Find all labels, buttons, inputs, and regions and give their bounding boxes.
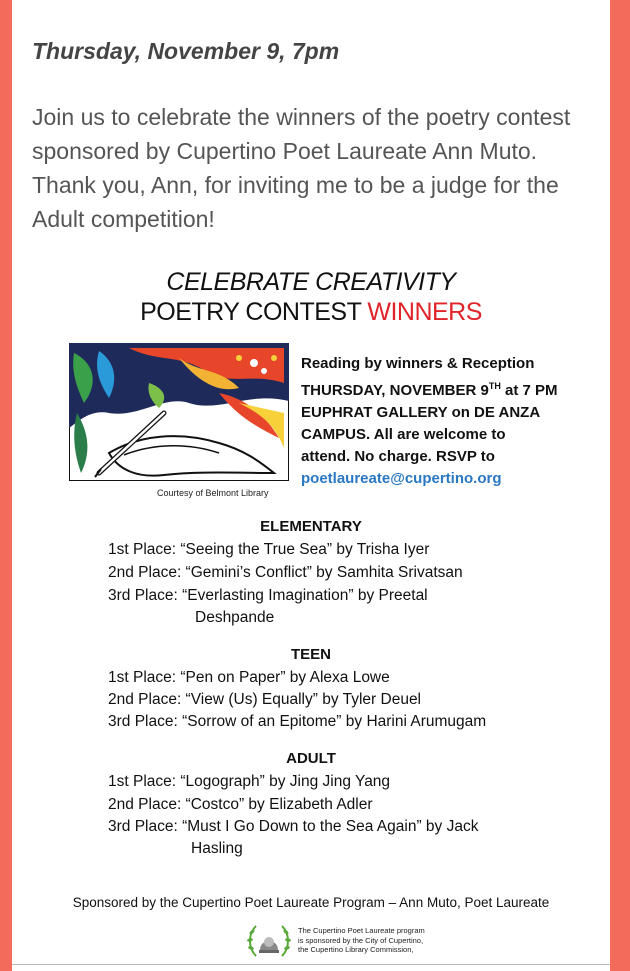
event-date: Thursday, November 9, 7pm [32, 38, 340, 64]
title-prefix: POETRY CONTEST [140, 298, 368, 326]
footer-note-line3: the Cupertino Library Commission, [298, 945, 414, 954]
category-adult-heading: ADULT [286, 750, 336, 767]
sponsor-line: Sponsored by the Cupertino Poet Laureate Program – Ann Muto, Poet Laureate [72, 895, 550, 910]
teen-third-place: 3rd Place: “Sorrow of an Epitome” by Harini Arumugam [108, 713, 487, 730]
elementary-third-place: 3rd Place: “Everlasting Imagination” by Preetal [108, 587, 428, 604]
post-content [12, 0, 610, 971]
image-credit: Courtesy of Belmont Library [157, 488, 269, 498]
teen-second-place: 2nd Place: “View (Us) Equally” by Tyler Deuel [108, 691, 422, 708]
reading-details [301, 353, 601, 490]
adult-third-place: 3rd Place: “Must I Go Down to the Sea Again” by Jack [108, 818, 479, 835]
intro-paragraph: Join us to celebrate the winners of the poetry contest sponsored by Cupertino Poet Laureate Ann Muto. Thank you, Ann, for inviting me to be a judge for the Adult competition! [32, 104, 571, 232]
winners-word: WINNERS [367, 298, 482, 326]
adult-third-place-continued: Hasling [191, 840, 243, 857]
elementary-first-place: 1st Place: “Seeing the True Sea” by Trisha Iyer [108, 541, 430, 558]
reading-line1: Reading by winners & Reception [301, 355, 535, 372]
flyer-title-line2 [12, 298, 610, 327]
reading-line2: THURSDAY, NOVEMBER 9TH at 7 PM [301, 381, 558, 399]
reading-line3: EUPHRAT GALLERY on DE ANZA [301, 404, 541, 421]
adult-first-place: 1st Place: “Logograph” by Jing Jing Yang [108, 773, 391, 790]
pen-hand-illustration [69, 343, 289, 481]
flyer-title-line1: CELEBRATE CREATIVITY [166, 268, 456, 296]
reading-line5: attend. No charge. RSVP to [301, 448, 495, 465]
footer-note-line2: is sponsored by the City of Cupertino, [298, 935, 424, 945]
category-teen-heading: TEEN [290, 646, 331, 663]
poet-laureate-logo [244, 920, 294, 960]
elementary-second-place: 2nd Place: “Gemini’s Conflict” by Samhita Srivatsan [108, 564, 463, 581]
reading-line4: CAMPUS. All are welcome to [301, 426, 506, 443]
adult-second-place: 2nd Place: “Costco” by Elizabeth Adler [108, 796, 373, 813]
right-border [610, 0, 630, 971]
rsvp-email-link[interactable]: poetlaureate@cupertino.org [301, 470, 502, 487]
category-elementary-heading: ELEMENTARY [260, 518, 362, 535]
footer-note-line1: The Cupertino Poet Laureate program [298, 926, 425, 935]
teen-first-place: 1st Place: “Pen on Paper” by Alexa Lowe [108, 669, 390, 686]
elementary-third-place-continued: Deshpande [195, 609, 275, 626]
bottom-divider [12, 964, 610, 965]
footer-note [298, 926, 425, 955]
left-border [0, 0, 12, 971]
